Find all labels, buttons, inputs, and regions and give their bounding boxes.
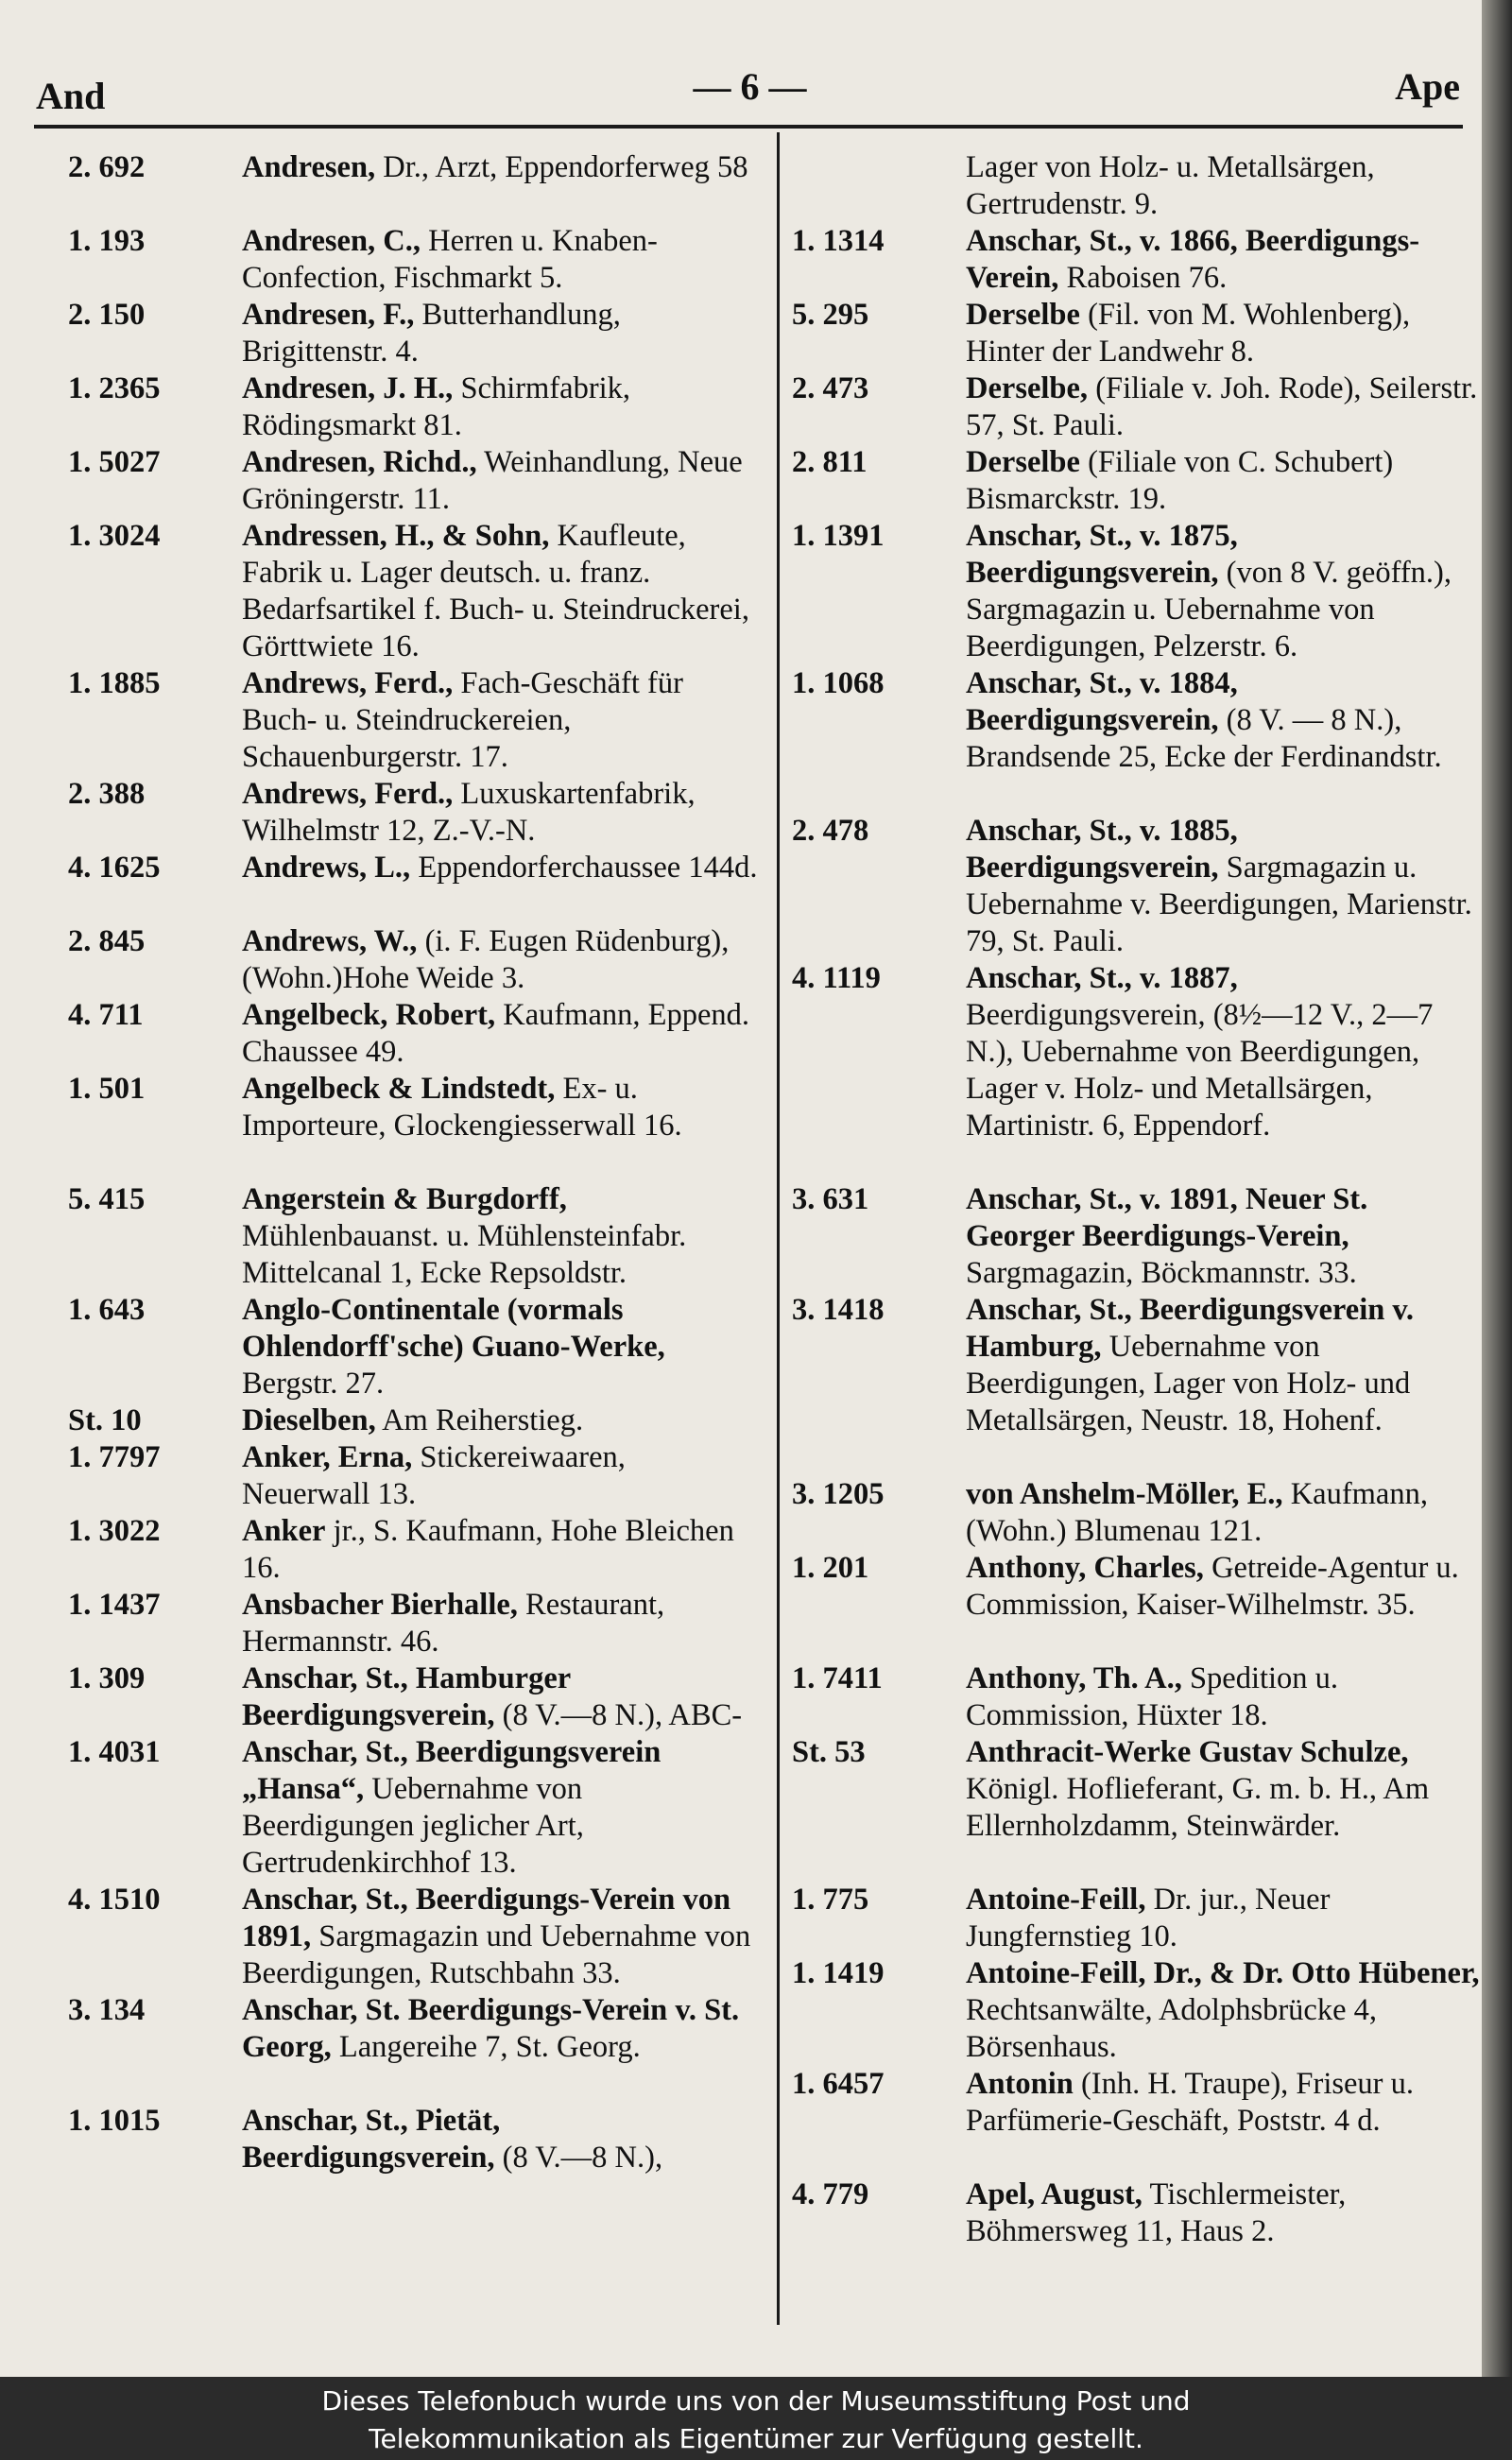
- directory-entry: [68, 850, 758, 923]
- subscriber-name: Andressen, H., & Sohn,: [242, 519, 550, 553]
- entry-text: [966, 1292, 1482, 1439]
- subscriber-details: Fach-Geschäft für Buch- u. Steindruckereien, Schauenburgerstr. 17.: [242, 666, 683, 774]
- directory-entry: [68, 1734, 758, 1882]
- phone-number: 2. 478: [792, 814, 869, 848]
- subscriber-name: Antonin: [966, 2067, 1074, 2101]
- entry-text: [966, 665, 1482, 776]
- directory-entry: [792, 518, 1482, 665]
- footer-note: [0, 2377, 1512, 2460]
- subscriber-details: Raboisen 76.: [1066, 261, 1228, 295]
- subscriber-name: Anthracit-Werke Gustav Schulze,: [966, 1735, 1409, 1769]
- directory-entry: [68, 1181, 758, 1292]
- phone-number: 1. 501: [68, 1072, 146, 1106]
- entry-text: [242, 1439, 758, 1513]
- entry-text: [242, 1071, 758, 1144]
- entry-text: [966, 223, 1482, 297]
- phone-number: 1. 5027: [68, 445, 161, 479]
- subscriber-name: Andresen, Richd.,: [242, 445, 477, 479]
- entry-text: [242, 518, 758, 665]
- subscriber-name: Anschar, St. Beerdigungs-Verein v. St. Georg,: [242, 1993, 740, 2064]
- subscriber-details: Mühlenbauanst. u. Mühlensteinfabr. Mittelcanal 1, Ecke Repsoldstr.: [242, 1219, 687, 1290]
- subscriber-details: Sargmagazin, Böckmannstr. 33.: [966, 1256, 1357, 1290]
- directory-entry: [792, 444, 1482, 518]
- subscriber-name: Andresen, F.,: [242, 298, 415, 332]
- phone-number: 3. 134: [68, 1993, 146, 2027]
- subscriber-details: (Filiale von C. Schubert) Bismarckstr. 19.: [966, 445, 1394, 516]
- subscriber-name: Anker, Erna,: [242, 1440, 413, 1474]
- subscriber-details: (8 V. — 8 N.), Brandsende 25, Ecke der Ferdinandstr.: [966, 703, 1442, 774]
- subscriber-details: Ex- u. Importeure, Glockengiesserwall 16.: [242, 1072, 682, 1143]
- phone-number: 1. 1885: [68, 666, 161, 700]
- entry-text: [966, 960, 1482, 1144]
- phone-number: 1. 643: [68, 1293, 146, 1327]
- subscriber-name: Andrews, Ferd.,: [242, 666, 454, 700]
- phone-number: 1. 775: [792, 1883, 869, 1917]
- subscriber-details: Uebernahme von Beerdigungen, Lager von Holz- und Metallsärgen, Neustr. 18, Hohenf.: [966, 1330, 1411, 1437]
- phone-number: 3. 1418: [792, 1293, 885, 1327]
- subscriber-name: Apel, August,: [966, 2177, 1143, 2211]
- entry-text: [966, 1476, 1482, 1550]
- subscriber-details: Herren u. Knaben-Confection, Fischmarkt 5.: [242, 224, 658, 295]
- phone-number: 1. 7797: [68, 1440, 161, 1474]
- subscriber-name: von Anshelm-Möller, E.,: [966, 1477, 1283, 1511]
- subscriber-details: Am Reiherstieg.: [382, 1403, 584, 1437]
- header-range-start: And: [36, 75, 106, 117]
- directory-entry: [792, 1550, 1482, 1660]
- phone-number: 1. 2365: [68, 371, 161, 405]
- entry-text: [242, 776, 758, 850]
- phone-number: 1. 3024: [68, 519, 161, 553]
- subscriber-details: Uebernahme von Beerdigungen jeglicher Art, Gertrudenkirchhof 13.: [242, 1772, 584, 1880]
- directory-entry: [68, 1513, 758, 1587]
- subscriber-name: Anschar, St., Pietät, Beerdigungsverein,: [242, 2104, 501, 2175]
- entry-text: [242, 923, 758, 997]
- subscriber-details: Beerdigungsverein, (8½—12 V., 2—7 N.), Uebernahme von Beerdigungen, Lager v. Holz- und Metallsärgen, Martinistr. 6, Eppendorf.: [966, 998, 1434, 1143]
- subscriber-name: Ansbacher Bierhalle,: [242, 1588, 518, 1622]
- phone-number: 4. 1119: [792, 961, 881, 995]
- phone-number: 1. 1068: [792, 666, 885, 700]
- directory-entry: [68, 1587, 758, 1660]
- subscriber-details: Getreide-Agentur u. Commission, Kaiser-Wilhelmstr. 35.: [966, 1551, 1459, 1622]
- subscriber-details: Königl. Hoflieferant, G. m. b. H., Am Ellernholzdamm, Steinwärder.: [966, 1772, 1430, 1843]
- page-header: [34, 64, 1466, 121]
- phone-number: 1. 1437: [68, 1588, 161, 1622]
- subscriber-name: Angelbeck, Robert,: [242, 998, 496, 1032]
- subscriber-name: Anschar, St., Beerdigungsverein v. Hamburg,: [966, 1293, 1415, 1364]
- header-rule: [34, 125, 1463, 129]
- entry-text: [966, 2066, 1482, 2140]
- directory-entry: [792, 1660, 1482, 1734]
- entry-text: [966, 1550, 1482, 1624]
- phone-number: 1. 6457: [792, 2067, 885, 2101]
- entry-text: [966, 518, 1482, 665]
- subscriber-details: Lager von Holz- u. Metallsärgen, Gertrudenstr. 9.: [966, 150, 1375, 221]
- subscriber-name: Anschar, St., Beerdigungsverein „Hansa“,: [242, 1735, 662, 1806]
- entry-text: [966, 297, 1482, 370]
- entry-text: [966, 813, 1482, 960]
- subscriber-name: Anschar, St., v. 1875, Beerdigungsverein,: [966, 519, 1238, 590]
- subscriber-details: Weinhandlung, Neue Gröningerstr. 11.: [242, 445, 743, 516]
- phone-number: St. 10: [68, 1403, 142, 1437]
- directory-entry: [792, 2066, 1482, 2176]
- phone-number: 5. 415: [68, 1182, 146, 1216]
- directory-entry: [68, 370, 758, 444]
- entry-text: [966, 1660, 1482, 1734]
- directory-entry: [68, 518, 758, 665]
- directory-entry: [68, 1402, 758, 1439]
- header-range-end: Ape: [1395, 65, 1460, 108]
- directory-entry: [792, 1181, 1482, 1292]
- entry-text: [966, 1882, 1482, 1955]
- phone-number: 1. 309: [68, 1661, 146, 1695]
- phone-number: 1. 1391: [792, 519, 885, 553]
- subscriber-details: Kaufleute, Fabrik u. Lager deutsch. u. franz. Bedarfsartikel f. Buch- u. Steindruckerei, Görttwiete 16.: [242, 519, 749, 663]
- subscriber-details: Dr. jur., Neuer Jungfernstieg 10.: [966, 1883, 1331, 1953]
- directory-entry: [68, 1292, 758, 1402]
- subscriber-name: Andrews, L.,: [242, 851, 411, 885]
- subscriber-name: Angelbeck & Lindstedt,: [242, 1072, 556, 1106]
- directory-entry: [792, 223, 1482, 297]
- entry-text: [242, 850, 758, 886]
- directory-entry: [68, 1992, 758, 2103]
- entry-text: [242, 297, 758, 370]
- directory-entry: [792, 2176, 1482, 2250]
- entry-text: [242, 665, 758, 776]
- directory-entry: [68, 776, 758, 850]
- right-column: [792, 149, 1482, 2250]
- directory-entry: [68, 444, 758, 518]
- subscriber-name: Derselbe,: [966, 371, 1089, 405]
- entry-text: [242, 1513, 758, 1587]
- entry-text: [242, 1292, 758, 1402]
- subscriber-details: (8 V.—8 N.), ABC-: [502, 1698, 743, 1732]
- subscriber-details: Tischlermeister, Böhmersweg 11, Haus 2.: [966, 2177, 1347, 2248]
- entry-text: [242, 997, 758, 1071]
- phone-number: 4. 711: [68, 998, 144, 1032]
- subscriber-name: Andresen,: [242, 150, 376, 184]
- subscriber-details: Kaufmann, Eppend. Chaussee 49.: [242, 998, 750, 1069]
- directory-entry: [792, 370, 1482, 444]
- directory-entry: [68, 1660, 758, 1734]
- subscriber-details: Bergstr. 27.: [242, 1367, 385, 1401]
- directory-entry: [792, 149, 1482, 223]
- subscriber-details: Dr., Arzt, Eppendorferweg 58: [383, 150, 748, 184]
- page-edge-shadow: [1482, 0, 1512, 2377]
- subscriber-details: (von 8 V. geöffn.), Sargmagazin u. Uebernahme von Beerdigungen, Pelzerstr. 6.: [966, 556, 1452, 663]
- directory-entry: [792, 960, 1482, 1181]
- subscriber-details: Spedition u. Commission, Hüxter 18.: [966, 1661, 1339, 1732]
- phone-number: 4. 779: [792, 2177, 869, 2211]
- subscriber-name: Anschar, St., v. 1887,: [966, 961, 1238, 995]
- subscriber-details: (Inh. H. Traupe), Friseur u. Parfümerie-Geschäft, Poststr. 4 d.: [966, 2067, 1414, 2138]
- entry-text: [242, 1734, 758, 1882]
- phone-number: 2. 388: [68, 777, 146, 811]
- subscriber-name: Anschar, St., Beerdigungs-Verein von 1891,: [242, 1883, 731, 1953]
- directory-entry: [68, 149, 758, 223]
- left-column: [68, 149, 758, 2176]
- subscriber-details: Eppendorferchaussee 144d.: [418, 851, 758, 885]
- directory-entry: [792, 813, 1482, 960]
- phone-number: 1. 1314: [792, 224, 885, 258]
- subscriber-name: Derselbe: [966, 298, 1080, 332]
- directory-entry: [792, 1882, 1482, 1955]
- phone-number: 3. 1205: [792, 1477, 885, 1511]
- subscriber-details: Sargmagazin und Uebernahme von Beerdigungen, Rutschbahn 33.: [242, 1919, 751, 1990]
- subscriber-details: Schirmfabrik, Rödingsmarkt 81.: [242, 371, 631, 442]
- entry-text: [242, 223, 758, 297]
- phone-number: 4. 1625: [68, 851, 161, 885]
- subscriber-name: Anglo-Continentale (vormals Ohlendorff'sche) Guano-Werke,: [242, 1293, 665, 1364]
- phone-number: 2. 692: [68, 150, 146, 184]
- subscriber-name: Andrews, Ferd.,: [242, 777, 454, 811]
- phone-number: 2. 150: [68, 298, 146, 332]
- directory-entry: [792, 1292, 1482, 1476]
- subscriber-name: Antoine-Feill, Dr., & Dr. Otto Hübener,: [966, 1956, 1480, 1990]
- subscriber-name: Anschar, St., v. 1891, Neuer St. Georger Beerdigungs-Verein,: [966, 1182, 1368, 1253]
- subscriber-name: Anker: [242, 1514, 326, 1548]
- directory-entry: [68, 665, 758, 776]
- directory-entry: [68, 1439, 758, 1513]
- directory-entry: [68, 1071, 758, 1181]
- directory-entry: [68, 297, 758, 370]
- directory-entry: [792, 1734, 1482, 1882]
- column-divider: [777, 132, 780, 2325]
- directory-entry: [792, 1955, 1482, 2066]
- page-number: — 6 —: [693, 65, 807, 108]
- entry-text: [242, 370, 758, 444]
- directory-entry: [68, 997, 758, 1071]
- entry-text: [242, 2103, 758, 2176]
- phone-number: 1. 1419: [792, 1956, 885, 1990]
- entry-text: [242, 149, 758, 186]
- phone-number: 1. 4031: [68, 1735, 161, 1769]
- subscriber-details: Restaurant, Hermannstr. 46.: [242, 1588, 665, 1659]
- phone-number: 1. 193: [68, 224, 146, 258]
- subscriber-name: Anthony, Charles,: [966, 1551, 1204, 1585]
- phone-number: St. 53: [792, 1735, 866, 1769]
- phone-number: 2. 473: [792, 371, 869, 405]
- phone-number: 1. 7411: [792, 1661, 883, 1695]
- entry-text: [242, 1181, 758, 1292]
- subscriber-details: Kaufmann, (Wohn.) Blumenau 121.: [966, 1477, 1428, 1548]
- subscriber-name: Derselbe: [966, 445, 1080, 479]
- directory-entry: [792, 1476, 1482, 1550]
- entry-text: [966, 2176, 1482, 2250]
- subscriber-details: Luxuskartenfabrik, Wilhelmstr 12, Z.-V.-N.: [242, 777, 696, 848]
- entry-text: [966, 1955, 1482, 2066]
- directory-entry: [792, 297, 1482, 370]
- subscriber-name: Dieselben,: [242, 1403, 376, 1437]
- phone-number: 1. 3022: [68, 1514, 161, 1548]
- entry-text: [966, 1181, 1482, 1292]
- entry-text: [242, 1992, 758, 2066]
- entry-text: [242, 1882, 758, 1992]
- subscriber-name: Anschar, St., v. 1885, Beerdigungsverein,: [966, 814, 1238, 885]
- subscriber-details: (Filiale v. Joh. Rode), Seilerstr. 57, St. Pauli.: [966, 371, 1478, 442]
- entry-text: [966, 149, 1482, 223]
- entry-text: [966, 1734, 1482, 1845]
- phone-number: 1. 201: [792, 1551, 869, 1585]
- entry-text: [966, 444, 1482, 518]
- phone-number: 3. 631: [792, 1182, 869, 1216]
- entry-text: [242, 1402, 758, 1439]
- footer-line-1: Dieses Telefonbuch wurde uns von der Museumsstiftung Post und: [321, 2385, 1191, 2417]
- subscriber-name: Anschar, St., Hamburger Beerdigungsverein,: [242, 1661, 571, 1732]
- directory-entry: [68, 923, 758, 997]
- subscriber-details: (Fil. von M. Wohlenberg), Hinter der Landwehr 8.: [966, 298, 1411, 369]
- subscriber-details: (8 V.—8 N.),: [502, 2141, 663, 2175]
- directory-entry: [792, 665, 1482, 813]
- entry-text: [242, 444, 758, 518]
- subscriber-name: Andrews, W.,: [242, 924, 418, 958]
- subscriber-details: Langereihe 7, St. Georg.: [338, 2030, 641, 2064]
- subscriber-details: Rechtsanwälte, Adolphsbrücke 4, Börsenhaus.: [966, 1993, 1378, 2064]
- directory-entry: [68, 1882, 758, 1992]
- subscriber-name: Andresen, J. H.,: [242, 371, 454, 405]
- subscriber-name: Anschar, St., v. 1884, Beerdigungsverein,: [966, 666, 1238, 737]
- subscriber-name: Anthony, Th. A.,: [966, 1661, 1182, 1695]
- phone-number: 2. 811: [792, 445, 868, 479]
- phone-number: 4. 1510: [68, 1883, 161, 1917]
- directory-entry: [68, 2103, 758, 2176]
- phone-number: 2. 845: [68, 924, 146, 958]
- entry-text: [966, 370, 1482, 444]
- subscriber-name: Anschar, St., v. 1866, Beerdigungs-Verein,: [966, 224, 1420, 295]
- entry-text: [242, 1660, 758, 1734]
- subscriber-details: (i. F. Eugen Rüdenburg),(Wohn.)Hohe Weide 3.: [242, 924, 730, 995]
- entry-text: [242, 1587, 758, 1660]
- subscriber-details: Sargmagazin u. Uebernahme v. Beerdigungen, Marienstr. 79, St. Pauli.: [966, 851, 1472, 958]
- directory-entry: [68, 223, 758, 297]
- subscriber-details: Butterhandlung, Brigittenstr. 4.: [242, 298, 621, 369]
- subscriber-name: Andresen, C.,: [242, 224, 421, 258]
- phone-number: 1. 1015: [68, 2104, 161, 2138]
- subscriber-details: jr., S. Kaufmann, Hohe Bleichen 16.: [242, 1514, 734, 1585]
- subscriber-details: Stickereiwaaren, Neuerwall 13.: [242, 1440, 626, 1511]
- subscriber-name: Antoine-Feill,: [966, 1883, 1146, 1917]
- subscriber-name: Angerstein & Burgdorff,: [242, 1182, 567, 1216]
- phone-number: 5. 295: [792, 298, 869, 332]
- footer-line-2: Telekommunikation als Eigentümer zur Verfügung gestellt.: [369, 2423, 1143, 2454]
